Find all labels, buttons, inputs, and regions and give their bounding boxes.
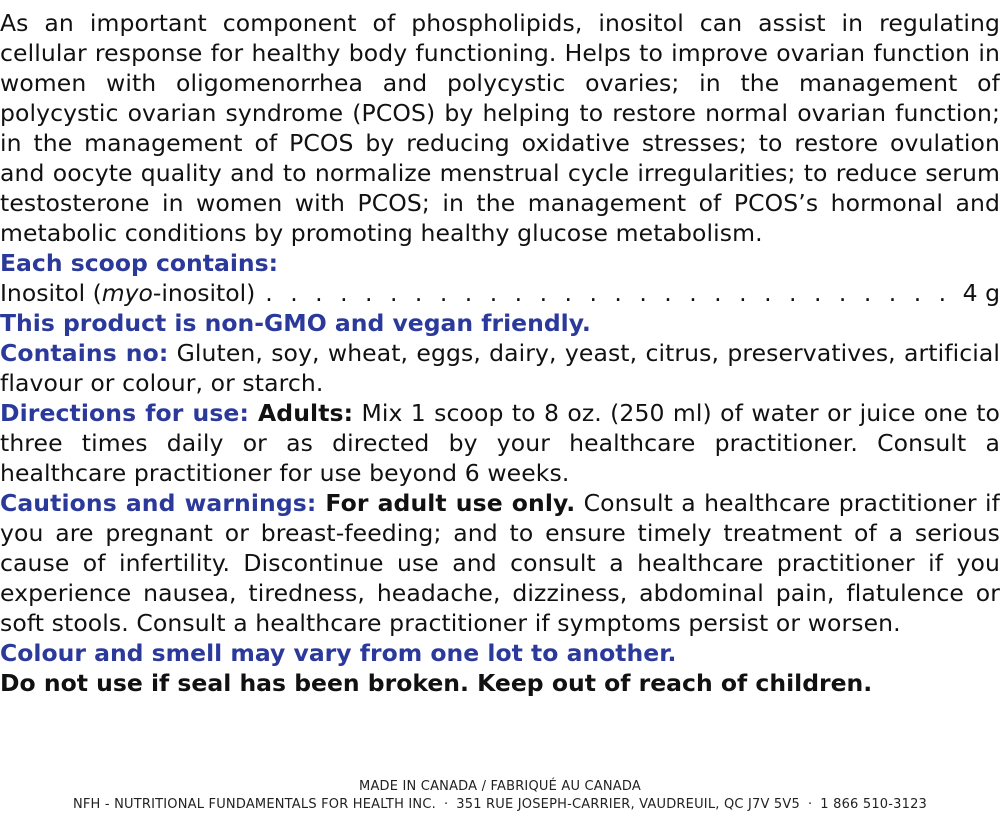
cautions-paragraph — [0, 488, 1000, 638]
dot-leader — [265, 278, 952, 308]
company-name: NFH - NUTRITIONAL FUNDAMENTALS FOR HEALTH INC. — [72, 797, 436, 812]
each-scoop-heading: Each scoop contains: — [0, 249, 279, 277]
separator-dot: · — [807, 797, 813, 812]
ingredient-name: Inositol (myo-inositol) — [0, 279, 256, 307]
directions-adults: Adults: — [248, 399, 354, 427]
cautions-label: Cautions and warnings: — [0, 489, 317, 517]
contains-no-label: Contains no: — [0, 339, 169, 367]
product-label — [0, 8, 1000, 698]
ingredient-amount: 4 g — [962, 279, 1000, 307]
contains-no-paragraph — [0, 338, 1000, 398]
company-info — [0, 797, 1000, 812]
intro-paragraph: As an important component of phospholipids, inositol can assist in regulating cellular response for healthy body functioning. Helps to improve ovarian function in women with oligomenorrhea and polycystic ovaries; in the management of polycystic ovarian syndrome (PCOS) by helping to restore normal ovarian function; in the management of PCOS by reducing oxidative stresses; to restore ovulation and oocyte quality and to normalize menstrual cycle irregularities; to reduce serum testosterone in women with PCOS; in the management of PCOS’s hormonal and metabolic conditions by promoting healthy glucose metabolism. — [0, 9, 1000, 247]
cautions-text: Consult a healthcare practitioner if you are pregnant or breast-feeding; and to ensure timely treatment of a serious cause of infertility. Discontinue use and consult a healthcare practitioner if you experience nausea, tiredness, headache, dizziness, abdominal pain, flatulence or soft stools. Consult a healthcare practitioner if symptoms persist or worsen. — [0, 489, 1000, 637]
ingredient-row — [0, 278, 1000, 308]
directions-text: Mix 1 scoop to 8 oz. (250 ml) of water or juice one to three times daily or as directed by your healthcare practitioner. Consult a healthcare practitioner for use beyond 6 weeks. — [0, 399, 1000, 487]
separator-dot: · — [443, 797, 449, 812]
company-phone: 1 866 510-3123 — [820, 797, 928, 812]
made-in-canada: MADE IN CANADA / FABRIQUÉ AU CANADA — [359, 779, 641, 794]
seal-warning: Do not use if seal has been broken. Keep out of reach of children. — [0, 669, 873, 697]
directions-paragraph — [0, 398, 1000, 488]
company-address: 351 RUE JOSEPH-CARRIER, VAUDREUIL, QC J7V 5V5 — [456, 797, 800, 812]
directions-label: Directions for use: — [0, 399, 249, 427]
ingredient-name-italic: myo — [101, 279, 153, 307]
contains-no-text: Gluten, soy, wheat, eggs, dairy, yeast, citrus, preservatives, artificial flavour or colour, or starch. — [0, 339, 1000, 397]
cautions-adult-only: For adult use only. — [316, 489, 576, 517]
non-gmo-statement: This product is non-GMO and vegan friendly. — [0, 309, 591, 337]
colour-smell-note: Colour and smell may vary from one lot to another. — [0, 639, 677, 667]
